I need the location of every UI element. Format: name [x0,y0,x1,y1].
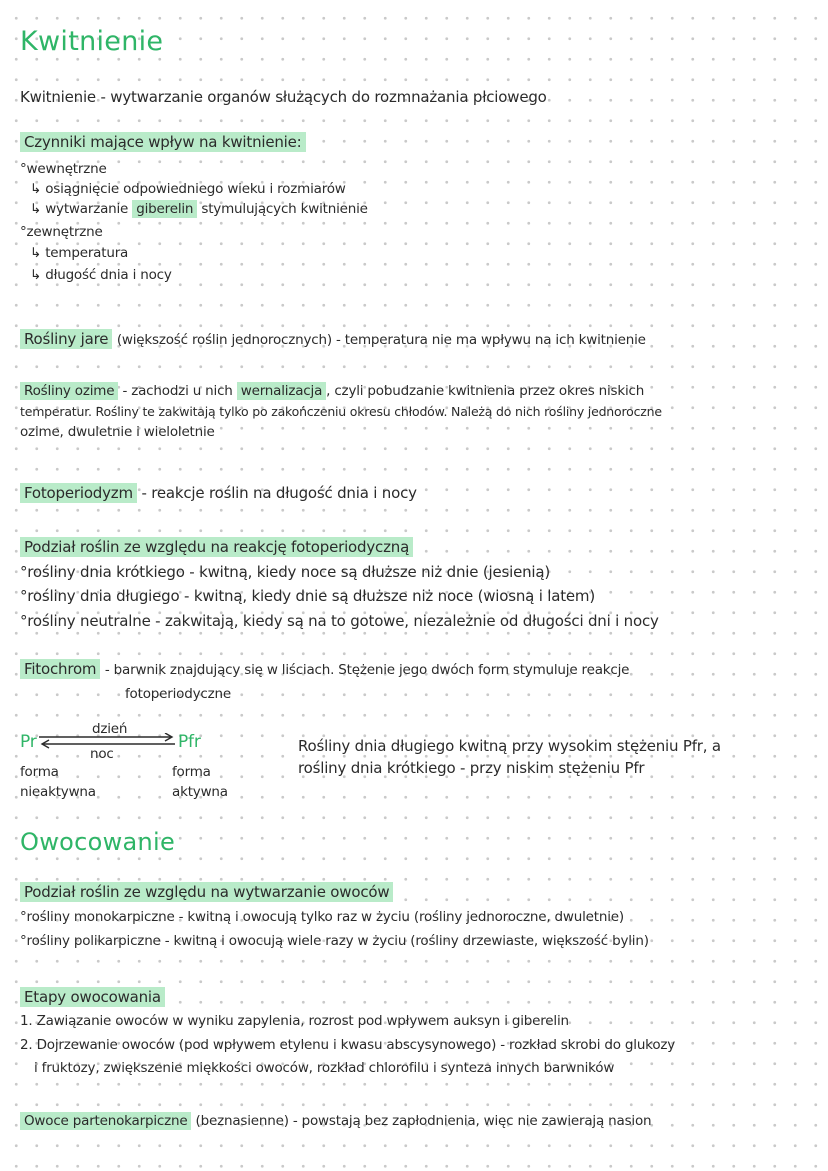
label-form-inactive-2: nieaktywna [20,784,96,800]
fruiting-stage-2-cont: i fruktozy, zwiększenie miękkości owoców, rozkład chlorofilu i synteza innych barwników [34,1060,615,1076]
internal-item-2 [30,200,368,218]
photoperiodic-division-highlight: Podział roślin ze względu na reakcję fotoperiodyczną [20,537,413,557]
internal-label: °wewnętrzne [20,161,107,177]
division-item-short-day: °rośliny dnia krótkiego - kwitną, kiedy noce są dłuższe niż dnie (jesienią) [20,563,551,581]
fruiting-stage-1: 1. Zawiązanie owoców w wyniku zapylenia, rozrost pod wpływem auksyn i giberelin [20,1013,569,1029]
internal-item-2-pre: ↳ wytwarzanie [30,201,129,217]
fruit-division-polycarpic: °rośliny polikarpiczne - kwitną i owocują wiele razy w życiu (rośliny drzewiaste, większość bylin) [20,933,649,949]
division-item-neutral: °rośliny neutralne - zakwitają, kiedy są na to gotowe, niezależnie od długości dni i nocy [20,612,659,630]
phytochrome-text: - barwnik znajdujący się w liściach. Stężenie jego dwóch form stymuluje reakcje [104,662,630,678]
internal-item-1: ↳ osiągnięcie odpowiedniego wieku i rozmiarów [30,181,346,197]
parthenocarpic-text: (beznasienne) - powstają bez zapłodnienia, więc nie zawierają nasion [195,1113,652,1129]
fruit-division-highlight: Podział roślin ze względu na wytwarzanie owoców [20,882,393,902]
factors-heading-highlight: Czynniki mające wpływ na kwitnienie: [20,132,306,152]
label-pr: Pr [20,732,37,752]
spring-plants-line [20,330,646,349]
external-label: °zewnętrzne [20,224,103,240]
label-night: noc [90,746,114,762]
photoperiodic-division-heading [20,538,413,556]
phytochrome-note-2: rośliny dnia krótkiego - przy niskim stężeniu Pfr [298,759,645,777]
fruiting-stages-highlight: Etapy owocowania [20,987,165,1007]
winter-plants-post: , czyli pobudzanie kwitnienia przez okres niskich [326,383,645,399]
winter-plants-highlight: Rośliny ozime [20,382,118,400]
phytochrome-note-1: Rośliny dnia długiego kwitną przy wysokim stężeniu Pfr, a [298,737,721,755]
spring-plants-text: (większość roślin jednorocznych) - temperatura nie ma wpływu na ich kwitnienie [116,332,646,348]
parthenocarpic-line [20,1112,651,1130]
external-item-2: ↳ długość dnia i nocy [30,267,172,283]
gibberellin-highlight: giberelin [132,200,197,218]
label-form-active-2: aktywna [172,784,228,800]
internal-item-2-post: stymulujących kwitnienie [201,201,368,217]
parthenocarpic-highlight: Owoce partenokarpiczne [20,1112,191,1130]
winter-plants-line-2: temperatur. Rośliny te zakwitają tylko po zakończeniu okresu chłodów. Należą do nich rośliny jednoroczne [20,404,662,419]
fruiting-stage-2: 2. Dojrzewanie owoców (pod wpływem etylenu i kwasu abscysynowego) - rozkład skrobi do glukozy [20,1037,676,1053]
winter-plants-line-1 [20,382,644,400]
label-form-active-1: forma [172,764,211,780]
phytochrome-highlight: Fitochrom [20,659,100,679]
label-day: dzień [92,721,128,737]
label-pfr: Pfr [178,732,201,752]
flowering-definition: Kwitnienie - wytwarzanie organów służących do rozmnażania płciowego [20,88,547,106]
winter-plants-pre: - zachodzi u nich [122,383,233,399]
fruiting-stages-heading [20,988,165,1006]
vernalization-highlight: wernalizacja [237,382,326,400]
fruiting-title: Owocowanie [20,828,176,856]
photoperiodism-text: - reakcje roślin na długość dnia i nocy [141,484,417,502]
division-item-long-day: °rośliny dnia długiego - kwitną, kiedy dnie są dłuższe niż noce (wiosną i latem) [20,587,595,605]
factors-heading [20,133,306,151]
fruit-division-monocarpic: °rośliny monokarpiczne - kwitną i owocują tylko raz w życiu (rośliny jednoroczne, dwuletnie) [20,909,624,925]
winter-plants-line-3: ozime, dwuletnie i wieloletnie [20,424,215,440]
phytochrome-line-2: fotoperiodyczne [125,686,231,702]
photoperiodism-line [20,484,417,502]
photoperiodism-highlight: Fotoperiodyzm [20,483,137,503]
label-form-inactive-1: forma [20,764,59,780]
phytochrome-line-1 [20,660,629,679]
fruit-division-heading [20,883,393,901]
external-item-1: ↳ temperatura [30,245,129,261]
flowering-title: Kwitnienie [20,26,164,57]
spring-plants-highlight: Rośliny jare [20,329,112,349]
